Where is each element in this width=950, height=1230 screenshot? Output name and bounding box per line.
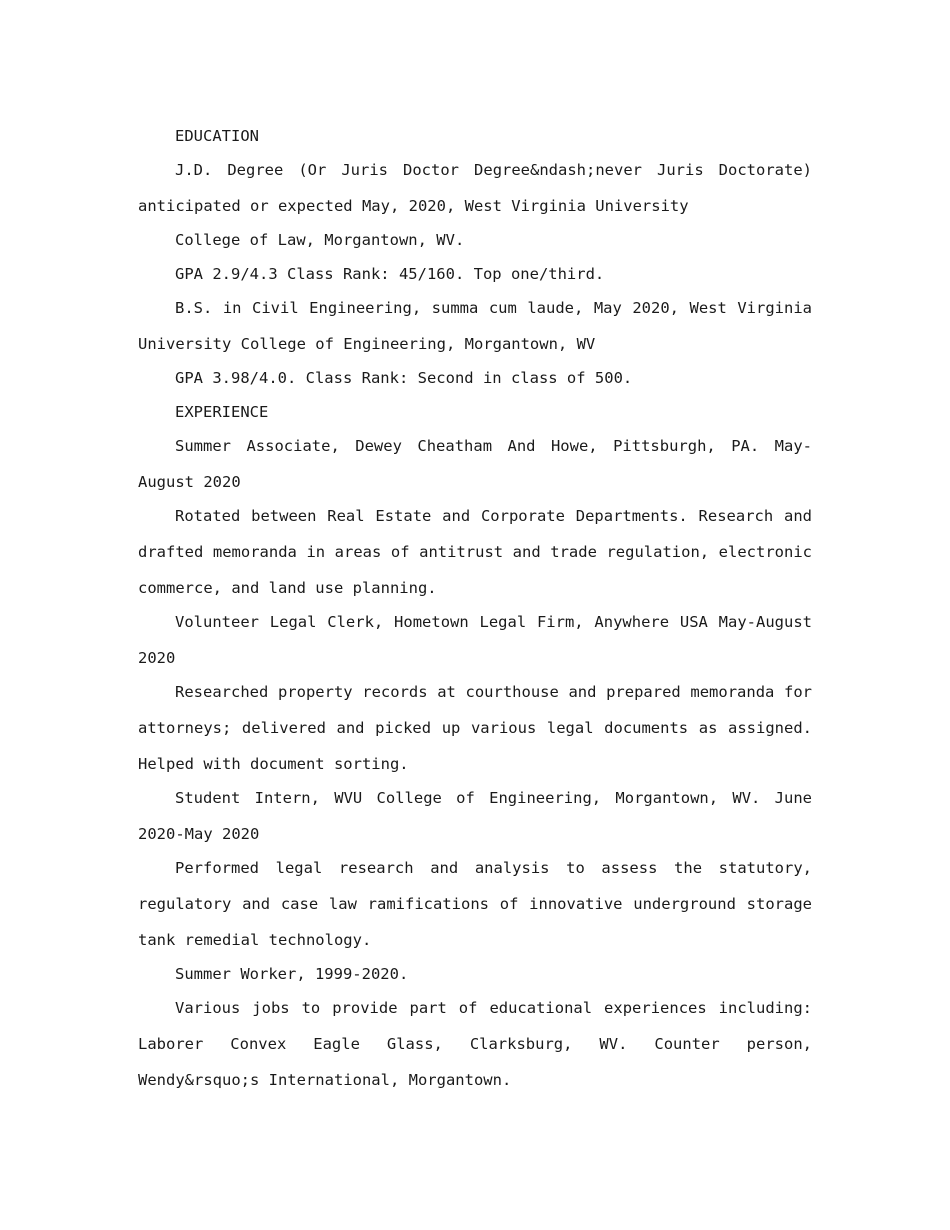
resume-document bbox=[138, 118, 812, 1096]
jd-gpa-line: GPA 2.9/4.3 Class Rank: 45/160. Top one/third. bbox=[175, 265, 605, 283]
experience-heading: EXPERIENCE bbox=[175, 403, 269, 421]
job-description: Rotated between Real Estate and Corporate Departments. Research and drafted memoranda in areas of antitrust and trade regulation, electronic commerce, and land use planning. bbox=[138, 507, 812, 597]
job-title: Summer Associate, Dewey Cheatham And Howe, Pittsburgh, PA. May-August 2020 bbox=[138, 437, 812, 491]
job-description: Various jobs to provide part of educational experiences including: Laborer Convex Eagle Glass, Clarksburg, WV. Counter person, Wendy&rsquo;s International, Morgantown. bbox=[138, 999, 812, 1089]
bs-degree-line: B.S. in Civil Engineering, summa cum laude, May 2020, West Virginia University College of Engineering, Morgantown, WV bbox=[138, 299, 812, 353]
job-title: Summer Worker, 1999-2020. bbox=[175, 965, 409, 983]
bs-gpa-line: GPA 3.98/4.0. Class Rank: Second in class of 500. bbox=[175, 369, 633, 387]
education-heading: EDUCATION bbox=[175, 127, 259, 145]
job-title: Volunteer Legal Clerk, Hometown Legal Firm, Anywhere USA May-August 2020 bbox=[138, 613, 812, 667]
jd-degree-line: J.D. Degree (Or Juris Doctor Degree&ndash;never Juris Doctorate) anticipated or expected May, 2020, West Virginia University bbox=[138, 161, 812, 215]
job-title: Student Intern, WVU College of Engineering, Morgantown, WV. June 2020-May 2020 bbox=[138, 789, 812, 843]
job-description: Performed legal research and analysis to assess the statutory, regulatory and case law ramifications of innovative underground storage tank remedial technology. bbox=[138, 859, 812, 949]
job-description: Researched property records at courthouse and prepared memoranda for attorneys; delivered and picked up various legal documents as assigned. Helped with document sorting. bbox=[138, 683, 812, 773]
jd-college-line: College of Law, Morgantown, WV. bbox=[175, 231, 465, 249]
